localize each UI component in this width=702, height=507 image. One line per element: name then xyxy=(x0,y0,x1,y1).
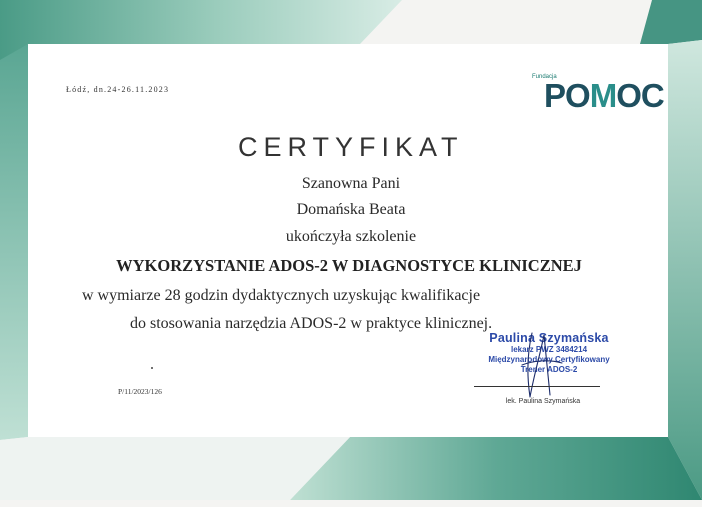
stamp-trainer-role: Trener ADOS-2 xyxy=(520,365,578,374)
frame-bottom-band xyxy=(290,437,702,500)
stamp-license: lekarz PWZ 3484214 xyxy=(510,345,588,354)
handwritten-signature xyxy=(470,325,630,400)
logo-wordmark xyxy=(544,78,664,114)
logo-foundation-label: Fundacja xyxy=(532,74,557,80)
stamp-name: Paulina Szymańska xyxy=(489,331,609,345)
stamp-certification: Międzynarodowy Certyfikowany xyxy=(488,355,610,364)
reference-number: P/11/2023/126 xyxy=(118,387,162,396)
logo-part-b: M xyxy=(589,77,617,114)
frame-right-band xyxy=(668,40,702,500)
recipient-name: Domańska Beata xyxy=(296,201,406,218)
signature-caption: lek. Paulina Szymańska xyxy=(505,398,581,405)
logo-part-a: PO xyxy=(544,77,590,114)
description-line-1: w wymiarze 28 godzin dydaktycznych uzyskując kwalifikacje xyxy=(82,287,481,304)
place-and-date: Łódź, dn.24-26.11.2023 xyxy=(66,85,170,94)
course-title: WYKORZYSTANIE ADOS-2 W DIAGNOSTYCE KLINICZNEJ xyxy=(116,256,582,275)
logo-part-c: OC xyxy=(616,77,664,114)
pomoc-foundation-logo xyxy=(520,74,664,114)
completion-statement: ukończyła szkolenie xyxy=(285,228,417,245)
signature-line xyxy=(474,386,600,387)
description-line-2: do stosowania narzędzia ADOS-2 w praktyce klinicznej. xyxy=(130,315,493,332)
salutation: Szanowna Pani xyxy=(301,175,401,192)
decorative-dot xyxy=(151,367,153,369)
frame-top-right-corner xyxy=(640,0,702,44)
certificate-title: CERTYFIKAT xyxy=(238,132,464,162)
frame-bottom-left xyxy=(0,437,350,500)
